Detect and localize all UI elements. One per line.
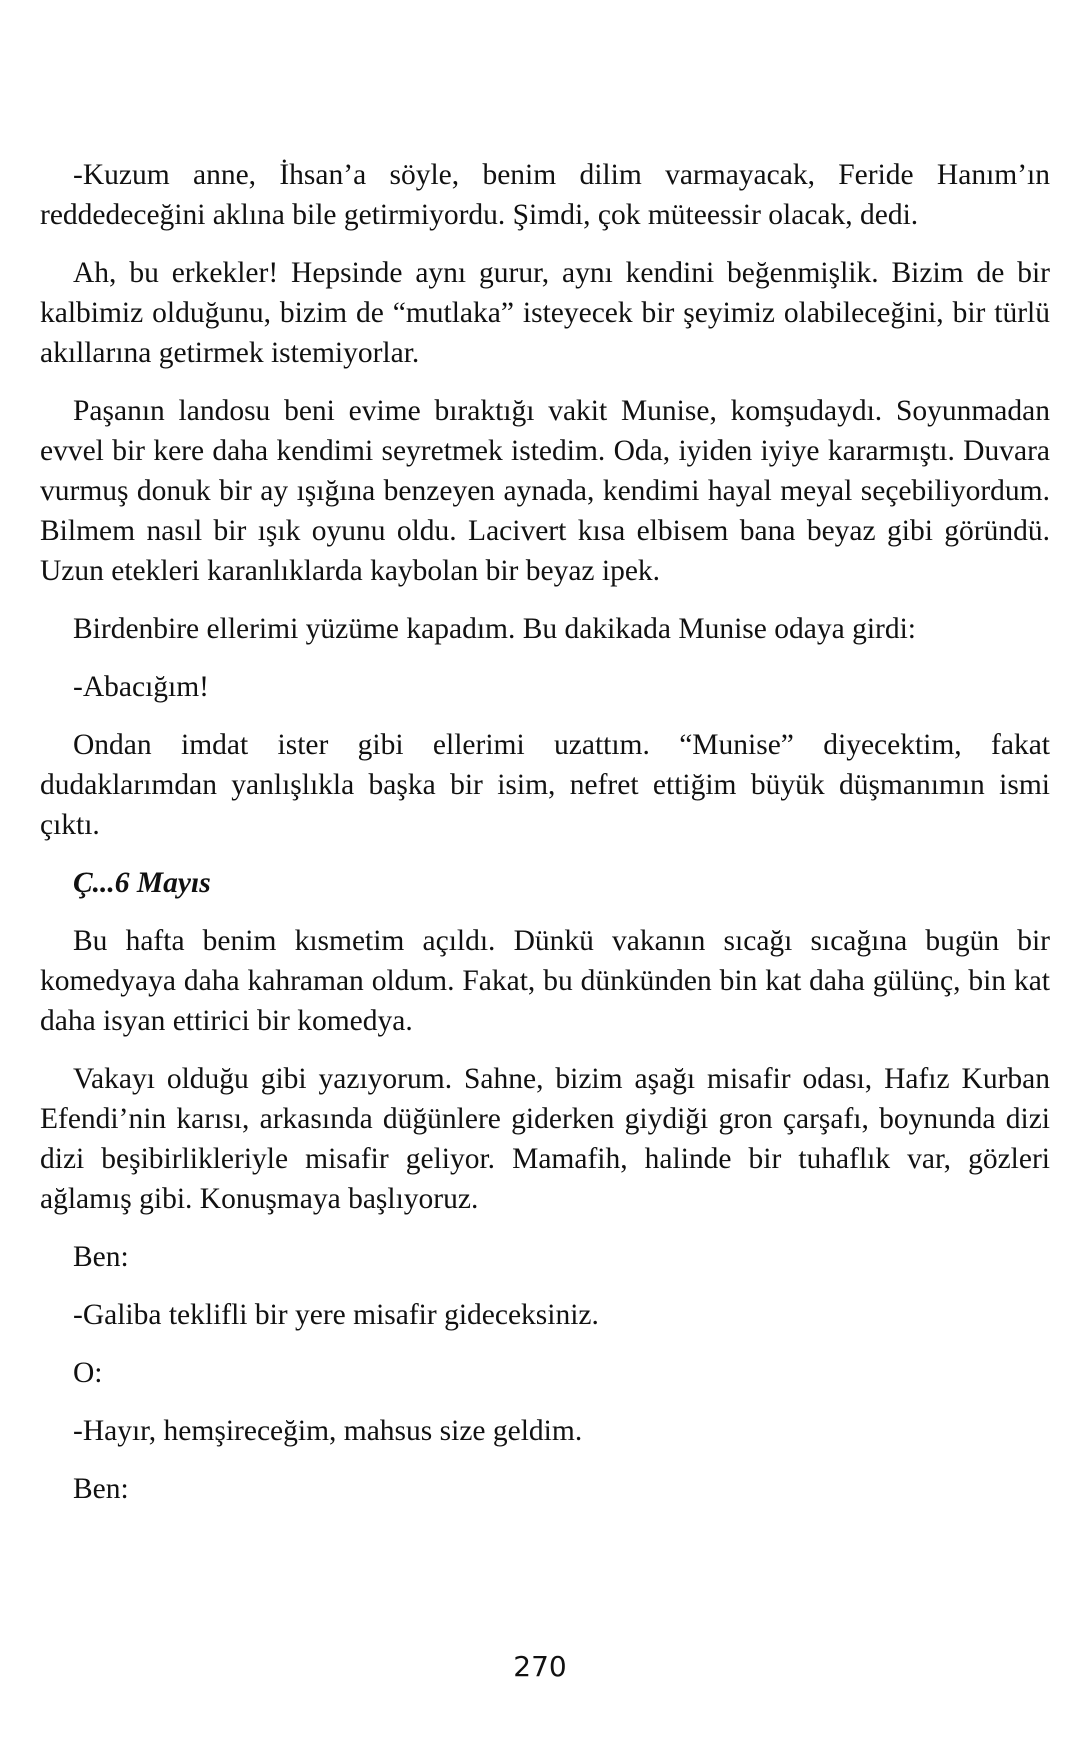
dialogue-speaker-2: O: <box>73 1357 103 1389</box>
paragraph-2: Ah, bu erkekler! Hepsinde aynı gurur, aynı kendini beğenmişlik. Bizim de bir kalbimiz olduğunu, bizim de “mutlaka” isteyecek bir şeyimiz olabileceğini, bir türlü akıllarına getirmek istemiyorlar. <box>40 257 1050 369</box>
dialogue-speaker-3: Ben: <box>73 1473 129 1505</box>
dialogue-line-1: -Galiba teklifli bir yere misafir gideceksiniz. <box>73 1299 599 1331</box>
paragraph-1: -Kuzum anne, İhsan’a söyle, benim dilim varmayacak, Feride Hanım’ın reddedeceğini aklına bile getirmiyordu. Şimdi, çok müteessir olacak, dedi. <box>40 159 1050 231</box>
dialogue-speaker-1: Ben: <box>73 1241 129 1273</box>
section-date-heading: Ç...6 Mayıs <box>73 867 211 899</box>
page-body-text <box>40 155 1050 1527</box>
page-number: 270 <box>513 1650 567 1683</box>
paragraph-6: Ondan imdat ister gibi ellerimi uzattım. “Munise” diyecektim, fakat dudaklarımdan yanlışlıkla başka bir isim, nefret ettiğim büyük düşmanımın ismi çıktı. <box>40 729 1050 841</box>
paragraph-8: Vakayı olduğu gibi yazıyorum. Sahne, bizim aşağı misafir odası, Hafız Kurban Efendi’nin karısı, arkasında düğünlere giderken giydiği gron çarşafı, boynunda dizi dizi beşibirlikleriyle misafir geliyor. Mamafih, halinde bir tuhaflık var, gözleri ağlamış gibi. Konuşmaya başlıyoruz. <box>40 1063 1050 1215</box>
paragraph-5: -Abacığım! <box>73 671 209 703</box>
paragraph-4: Birdenbire ellerimi yüzüme kapadım. Bu dakikada Munise odaya girdi: <box>73 613 916 645</box>
paragraph-7: Bu hafta benim kısmetim açıldı. Dünkü vakanın sıcağı sıcağına bugün bir komedyaya daha kahraman oldum. Fakat, bu dünkünden bin kat daha gülünç, bin kat daha isyan ettirici bir komedya. <box>40 925 1050 1037</box>
paragraph-3: Paşanın landosu beni evime bıraktığı vakit Munise, komşudaydı. Soyunmadan evvel bir kere daha kendimi seyretmek istedim. Oda, iyiden iyiye kararmıştı. Duvara vurmuş donuk bir ay ışığına benzeyen aynada, kendimi hayal meyal seçebiliyordum. Bilmem nasıl bir ışık oyunu oldu. Lacivert kısa elbisem bana beyaz gibi göründü. Uzun etekleri karanlıklarda kaybolan bir beyaz ipek. <box>40 395 1050 587</box>
dialogue-line-2: -Hayır, hemşireceğim, mahsus size geldim. <box>73 1415 583 1447</box>
